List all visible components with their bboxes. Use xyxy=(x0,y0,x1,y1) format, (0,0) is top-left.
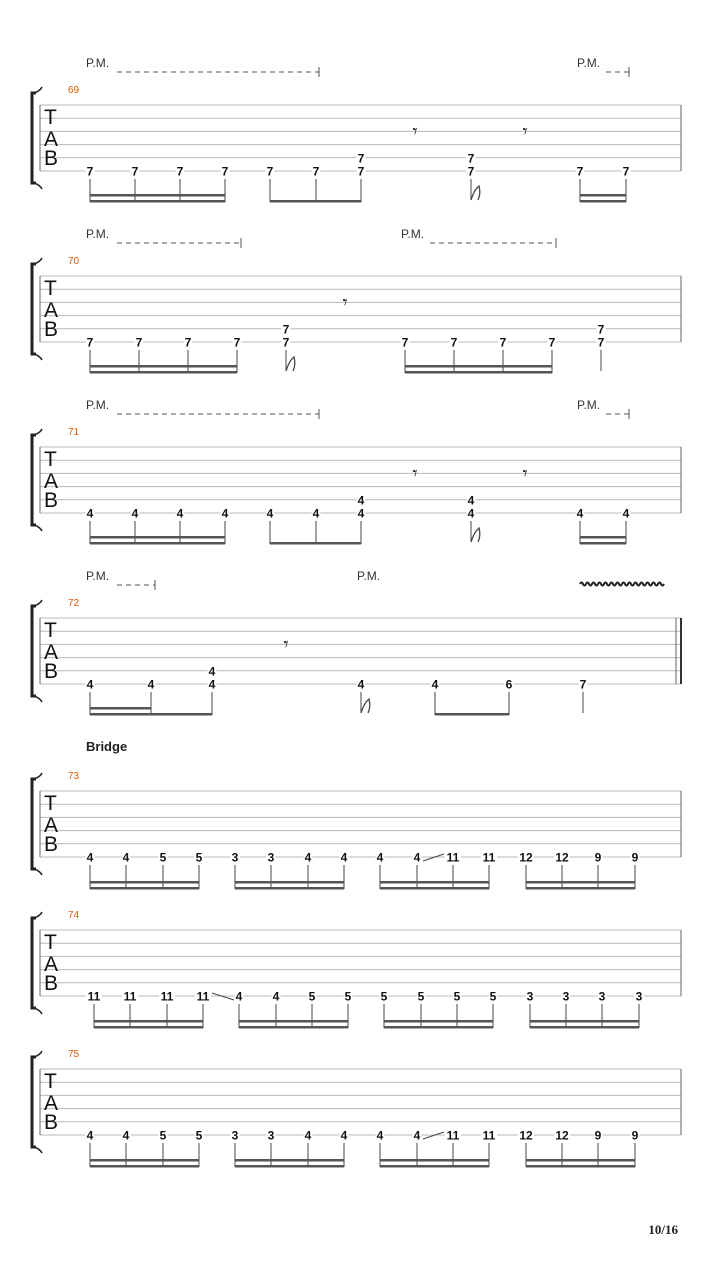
fret-number: 4 xyxy=(266,506,274,521)
beam xyxy=(90,707,151,710)
fret-number: 11 xyxy=(482,1128,496,1143)
fret-number: 7 xyxy=(450,335,458,350)
fret-number: 4 xyxy=(413,1128,421,1143)
fret-number: 4 xyxy=(304,1128,312,1143)
tab-clef-letter: T xyxy=(44,1070,57,1093)
tab-clef-letter: T xyxy=(44,277,57,300)
fret-number: 5 xyxy=(489,989,497,1004)
fret-number: 7 xyxy=(597,335,605,350)
beam xyxy=(90,542,225,545)
palm-mute-label: P.M. xyxy=(577,398,601,412)
palm-mute-label: P.M. xyxy=(86,569,110,583)
tab-clef-letter: B xyxy=(44,660,59,683)
staff-bracket xyxy=(32,93,36,183)
tab-clef-letter: B xyxy=(44,1111,59,1134)
staff-bracket xyxy=(32,779,36,869)
palm-mute-label: P.M. xyxy=(357,569,381,583)
bracket-hook xyxy=(34,600,42,702)
fret-number: 7 xyxy=(467,151,475,166)
palm-mute-label: P.M. xyxy=(86,56,110,70)
fret-number: 11 xyxy=(123,989,137,1004)
fret-number: 4 xyxy=(304,850,312,865)
tab-staff xyxy=(32,227,681,374)
measure-number: 72 xyxy=(68,598,80,609)
staff-bracket xyxy=(32,918,36,1008)
fret-number: 4 xyxy=(357,506,365,521)
beam xyxy=(239,1020,348,1023)
tab-clef-letter: B xyxy=(44,972,59,995)
beam xyxy=(235,1165,344,1168)
fret-number: 4 xyxy=(340,1128,348,1143)
eighth-rest: 𝄾 xyxy=(412,120,418,143)
beam xyxy=(151,713,212,716)
fret-number: 7 xyxy=(499,335,507,350)
fret-number: 7 xyxy=(312,164,320,179)
beam xyxy=(580,542,626,545)
fret-number: 7 xyxy=(86,164,94,179)
fret-number: 3 xyxy=(267,850,275,865)
beam xyxy=(526,887,635,890)
tab-clef-letter: T xyxy=(44,619,57,642)
beam xyxy=(235,881,344,884)
fret-number: 7 xyxy=(135,335,143,350)
beam xyxy=(580,536,626,539)
fret-number: 11 xyxy=(196,989,210,1004)
fret-number: 4 xyxy=(122,1128,130,1143)
eighth-rest: 𝄾 xyxy=(522,462,528,485)
tab-staff xyxy=(32,398,681,545)
fret-number: 9 xyxy=(631,1128,639,1143)
eighth-flag xyxy=(471,186,480,200)
palm-mute-label: P.M. xyxy=(86,398,110,412)
fret-number: 5 xyxy=(453,989,461,1004)
fret-number: 9 xyxy=(631,850,639,865)
tab-clef-letter: A xyxy=(44,128,59,151)
vibrato-mark xyxy=(580,583,664,586)
fret-number: 4 xyxy=(86,506,94,521)
bracket-hook xyxy=(34,912,42,1014)
measure-number: 73 xyxy=(68,771,80,782)
beam xyxy=(580,194,626,197)
fret-number: 5 xyxy=(417,989,425,1004)
eighth-rest: 𝄾 xyxy=(522,120,528,143)
fret-number: 7 xyxy=(282,335,290,350)
eighth-rest: 𝄾 xyxy=(412,462,418,485)
palm-mute-label: P.M. xyxy=(401,227,425,241)
beam xyxy=(435,713,509,716)
eighth-rest: 𝄾 xyxy=(342,291,348,314)
fret-number: 7 xyxy=(233,335,241,350)
fret-number: 4 xyxy=(86,677,94,692)
fret-number: 4 xyxy=(340,850,348,865)
fret-number: 3 xyxy=(562,989,570,1004)
eighth-flag xyxy=(286,357,295,371)
fret-number: 7 xyxy=(357,151,365,166)
measure-number: 69 xyxy=(68,85,80,96)
fret-number: 4 xyxy=(622,506,630,521)
fret-number: 4 xyxy=(376,850,384,865)
fret-number: 7 xyxy=(176,164,184,179)
beam xyxy=(380,1159,489,1162)
fret-number: 4 xyxy=(208,664,216,679)
fret-number: 4 xyxy=(147,677,155,692)
fret-number: 7 xyxy=(401,335,409,350)
beam xyxy=(270,542,361,545)
beam xyxy=(405,365,552,368)
fret-number: 4 xyxy=(86,1128,94,1143)
fret-number: 9 xyxy=(594,1128,602,1143)
tab-clef-letter: A xyxy=(44,470,59,493)
fret-number: 4 xyxy=(312,506,320,521)
tab-staff xyxy=(32,569,681,716)
fret-number: 4 xyxy=(357,493,365,508)
tab-clef-letter: B xyxy=(44,489,59,512)
beam xyxy=(530,1026,639,1029)
beam xyxy=(380,881,489,884)
fret-number: 4 xyxy=(122,850,130,865)
bracket-hook xyxy=(34,773,42,875)
eighth-flag xyxy=(361,699,370,713)
tab-clef-letter: T xyxy=(44,931,57,954)
beam xyxy=(90,881,199,884)
beam xyxy=(90,536,225,539)
fret-number: 12 xyxy=(519,1128,533,1143)
fret-number: 5 xyxy=(159,1128,167,1143)
tab-staff xyxy=(32,910,681,1029)
fret-number: 4 xyxy=(176,506,184,521)
fret-number: 7 xyxy=(579,677,587,692)
fret-number: 6 xyxy=(505,677,513,692)
fret-number: 11 xyxy=(482,850,496,865)
fret-number: 4 xyxy=(272,989,280,1004)
beam xyxy=(580,200,626,203)
fret-number: 7 xyxy=(357,164,365,179)
beam xyxy=(380,1165,489,1168)
fret-number: 3 xyxy=(526,989,534,1004)
fret-number: 7 xyxy=(184,335,192,350)
tab-clef-letter: T xyxy=(44,792,57,815)
fret-number: 4 xyxy=(131,506,139,521)
fret-number: 4 xyxy=(208,677,216,692)
palm-mute-label: P.M. xyxy=(577,56,601,70)
fret-number: 7 xyxy=(622,164,630,179)
fret-number: 7 xyxy=(576,164,584,179)
fret-number: 7 xyxy=(266,164,274,179)
fret-number: 4 xyxy=(376,1128,384,1143)
beam xyxy=(526,881,635,884)
fret-number: 7 xyxy=(597,322,605,337)
tab-clef-letter: A xyxy=(44,953,59,976)
fret-number: 4 xyxy=(413,850,421,865)
fret-number: 7 xyxy=(282,322,290,337)
eighth-rest: 𝄾 xyxy=(283,633,289,656)
beam xyxy=(90,1165,199,1168)
staff-bracket xyxy=(32,1057,36,1147)
fret-number: 4 xyxy=(235,989,243,1004)
fret-number: 4 xyxy=(221,506,229,521)
fret-number: 3 xyxy=(635,989,643,1004)
beam xyxy=(270,200,361,203)
beam xyxy=(94,1020,203,1023)
fret-number: 3 xyxy=(231,850,239,865)
beam xyxy=(90,887,199,890)
fret-number: 4 xyxy=(431,677,439,692)
tab-clef-letter: T xyxy=(44,448,57,471)
tab-clef-letter: B xyxy=(44,147,59,170)
measure-number: 71 xyxy=(68,427,80,438)
fret-number: 12 xyxy=(555,850,569,865)
fret-number: 5 xyxy=(195,850,203,865)
beam xyxy=(526,1159,635,1162)
fret-number: 7 xyxy=(467,164,475,179)
fret-number: 3 xyxy=(598,989,606,1004)
beam xyxy=(384,1026,493,1029)
fret-number: 7 xyxy=(131,164,139,179)
fret-number: 5 xyxy=(380,989,388,1004)
fret-number: 12 xyxy=(519,850,533,865)
fret-number: 4 xyxy=(86,850,94,865)
fret-number: 7 xyxy=(221,164,229,179)
tab-clef-letter: A xyxy=(44,1092,59,1115)
beam xyxy=(94,1026,203,1029)
fret-number: 12 xyxy=(555,1128,569,1143)
measure-number: 74 xyxy=(68,910,80,921)
beam xyxy=(90,194,225,197)
fret-number: 7 xyxy=(548,335,556,350)
tab-clef-letter: A xyxy=(44,641,59,664)
staff-bracket xyxy=(32,606,36,696)
beam xyxy=(380,887,489,890)
staff-bracket xyxy=(32,435,36,525)
beam xyxy=(90,713,151,716)
bracket-hook xyxy=(34,1051,42,1153)
fret-number: 11 xyxy=(446,850,460,865)
fret-number: 9 xyxy=(594,850,602,865)
fret-number: 7 xyxy=(86,335,94,350)
fret-number: 5 xyxy=(195,1128,203,1143)
beam xyxy=(90,365,237,368)
fret-number: 11 xyxy=(160,989,174,1004)
beam xyxy=(90,1159,199,1162)
tab-staff xyxy=(32,771,681,890)
tab-clef-letter: B xyxy=(44,318,59,341)
beam xyxy=(235,1159,344,1162)
section-label: Bridge xyxy=(86,739,128,754)
fret-number: 4 xyxy=(576,506,584,521)
fret-number: 3 xyxy=(267,1128,275,1143)
measure-number: 75 xyxy=(68,1049,80,1060)
fret-number: 5 xyxy=(159,850,167,865)
palm-mute-label: P.M. xyxy=(86,227,110,241)
bracket-hook xyxy=(34,258,42,360)
tab-staff xyxy=(32,56,681,203)
beam xyxy=(384,1020,493,1023)
beam xyxy=(530,1020,639,1023)
tab-clef-letter: B xyxy=(44,833,59,856)
tab-clef-letter: A xyxy=(44,814,59,837)
beam xyxy=(239,1026,348,1029)
beam xyxy=(90,371,237,374)
page-number: 10/16 xyxy=(648,1222,678,1237)
bracket-hook xyxy=(34,87,42,189)
staff-bracket xyxy=(32,264,36,354)
fret-number: 3 xyxy=(231,1128,239,1143)
beam xyxy=(90,200,225,203)
fret-number: 11 xyxy=(87,989,101,1004)
fret-number: 4 xyxy=(467,506,475,521)
measure-number: 70 xyxy=(68,256,80,267)
tab-clef-letter: T xyxy=(44,106,57,129)
fret-number: 5 xyxy=(308,989,316,1004)
fret-number: 4 xyxy=(357,677,365,692)
fret-number: 5 xyxy=(344,989,352,1004)
bracket-hook xyxy=(34,429,42,531)
beam xyxy=(235,887,344,890)
eighth-flag xyxy=(471,528,480,542)
fret-number: 11 xyxy=(446,1128,460,1143)
beam xyxy=(526,1165,635,1168)
tab-staff xyxy=(32,1049,681,1168)
fret-number: 4 xyxy=(467,493,475,508)
tab-clef-letter: A xyxy=(44,299,59,322)
beam xyxy=(405,371,552,374)
